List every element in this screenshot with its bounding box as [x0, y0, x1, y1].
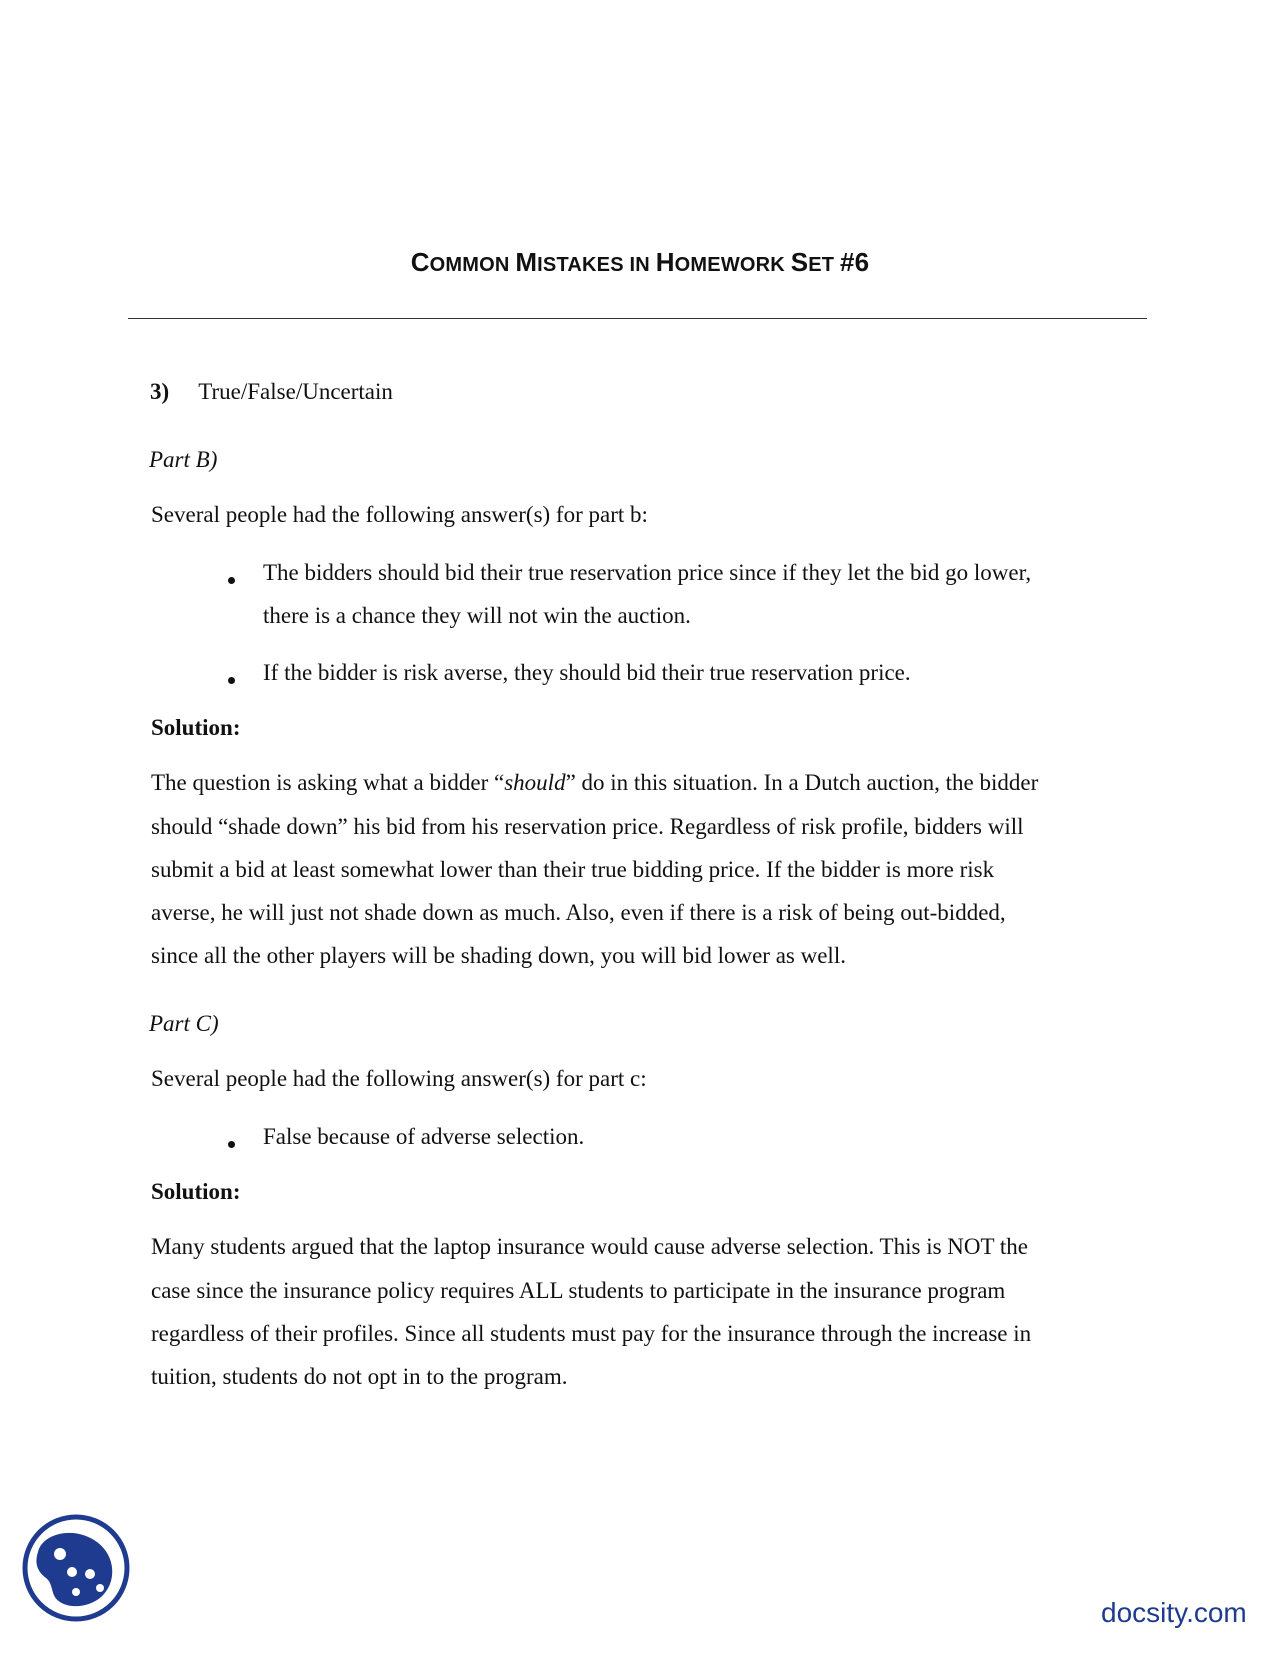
title-part: OMEWORK [674, 254, 791, 276]
docsity-logo-icon [20, 1512, 132, 1624]
title-part: ISTAKES IN [537, 254, 656, 276]
question-header [150, 370, 393, 413]
docsity-brand[interactable]: docsity.com [1101, 1597, 1247, 1628]
part-b-solution-line-1 [151, 761, 1038, 804]
part-c-solution-line-1: Many students argued that the laptop insurance would cause adverse selection. This is NOT the [151, 1234, 1028, 1259]
part-b-solution-line-3: submit a bid at least somewhat lower than their true bidding price. If the bidder is more risk [151, 857, 995, 882]
document-title [0, 247, 1280, 278]
part-b-solution-line-5: since all the other players will be shading down, you will bid lower as well. [151, 943, 846, 968]
part-c-heading: Part C) [149, 1011, 219, 1036]
title-divider [128, 318, 1147, 319]
part-b-bullet-1-line-1: The bidders should bid their true reservation price since if they let the bid go lower, [263, 560, 1032, 585]
solution-text: The question is asking what a bidder “ [151, 770, 505, 795]
part-c-solution-line-3: regardless of their profiles. Since all students must pay for the insurance through the increase in [151, 1321, 1032, 1346]
title-part: S [790, 247, 809, 277]
part-b-intro: Several people had the following answer(s) for part b: [151, 502, 648, 527]
part-c-bullet-1-line-1: False because of adverse selection. [263, 1124, 585, 1149]
part-c-intro: Several people had the following answer(s) for part c: [151, 1066, 647, 1091]
title-part: #6 [839, 247, 870, 277]
part-b-bullet-2-line-1: If the bidder is risk averse, they should bid their true reservation price. [263, 660, 911, 685]
title-part: C [410, 247, 430, 277]
question-title: True/False/Uncertain [198, 379, 393, 404]
part-c-solution-label: Solution: [151, 1179, 241, 1204]
title-part: ET [808, 254, 840, 276]
bullet-icon [228, 677, 235, 684]
title-part: H [655, 247, 675, 277]
part-c-solution-line-2: case since the insurance policy requires ALL students to participate in the insurance program [151, 1278, 1006, 1303]
bullet-icon [228, 577, 235, 584]
question-number: 3) [150, 379, 170, 404]
part-b-solution-label: Solution: [151, 715, 241, 740]
solution-emphasis: should [504, 770, 566, 795]
part-b-solution-line-2: should “shade down” his bid from his reservation price. Regardless of risk profile, bidders will [151, 814, 1024, 839]
part-b-solution-line-4: averse, he will just not shade down as much. Also, even if there is a risk of being out-bidded, [151, 900, 1006, 925]
part-c-solution-line-4: tuition, students do not opt in to the program. [151, 1364, 568, 1389]
title-part: OMMON [429, 254, 516, 276]
title-part: M [515, 247, 538, 277]
solution-text: ” do in this situation. In a Dutch auction, the bidder [565, 770, 1039, 795]
part-b-heading: Part B) [149, 447, 218, 472]
bullet-icon [228, 1141, 235, 1148]
part-b-bullet-1-line-2: there is a chance they will not win the auction. [263, 603, 691, 628]
